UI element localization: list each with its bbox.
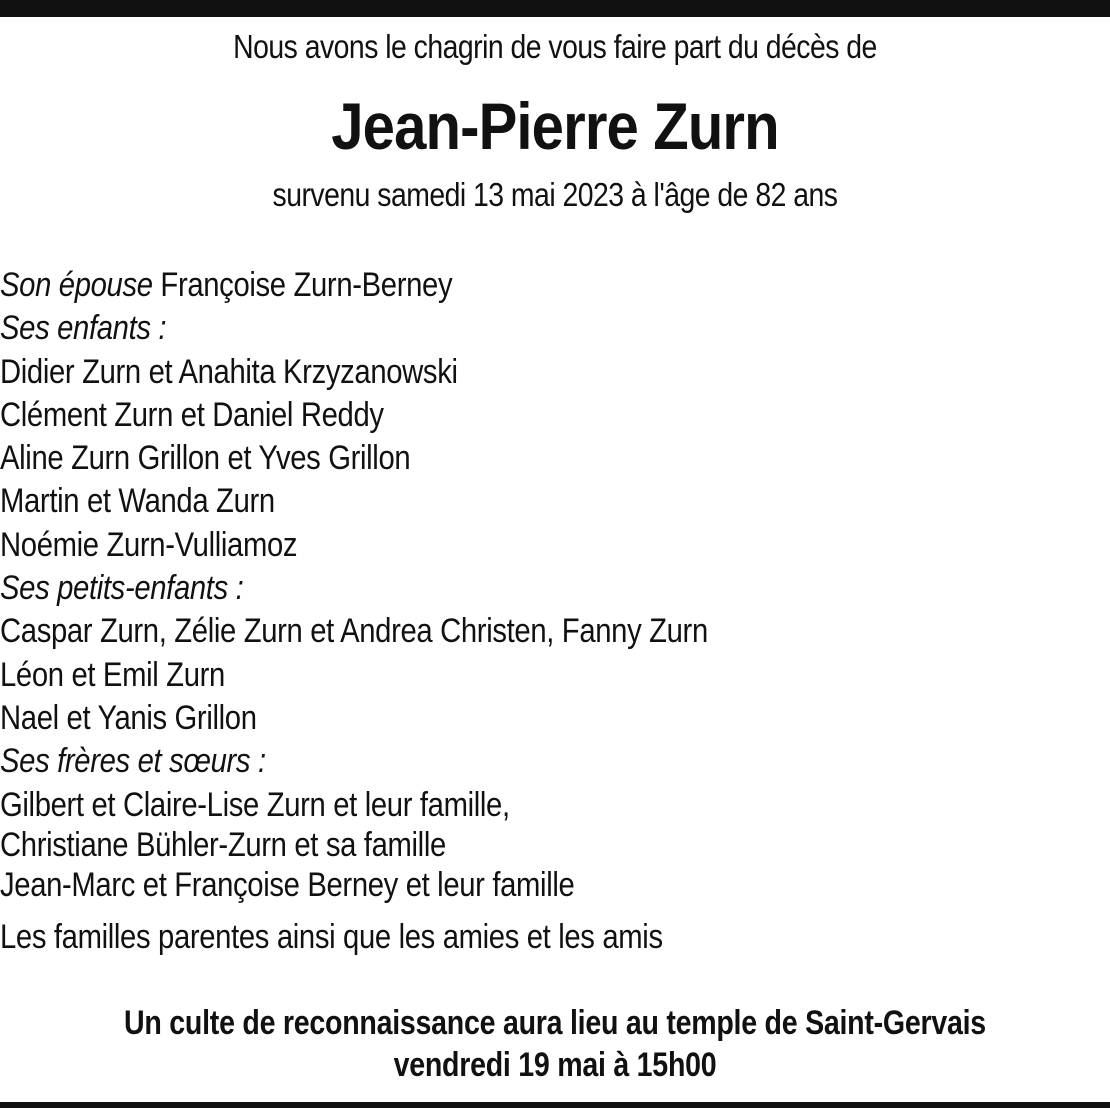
grandchild-item: Nael et Yanis Grillon: [0, 698, 257, 737]
intro-text: Nous avons le chagrin de vous faire part du décès de: [233, 28, 877, 65]
children-label: Ses enfants :: [0, 309, 167, 348]
spouse-label: Son épouse: [0, 266, 153, 304]
grandchild-item: Caspar Zurn, Zélie Zurn et Andrea Christen, Fanny Zurn: [0, 612, 708, 651]
spouse-name: Françoise Zurn-Berney: [160, 266, 453, 304]
child-item: Aline Zurn Grillon et Yves Grillon: [0, 439, 411, 478]
bottom-rule: [0, 1102, 1110, 1108]
siblings-label: Ses frères et sœurs :: [0, 742, 266, 781]
sibling-item: Jean-Marc et Françoise Berney et leur famille: [0, 865, 575, 904]
grandchildren-label: Ses petits-enfants :: [0, 569, 244, 608]
spouse-line: [0, 264, 955, 307]
child-item: Noémie Zurn-Vulliamoz: [0, 525, 298, 564]
deceased-name: Jean-Pierre Zurn: [331, 89, 779, 163]
closing-text: Les familles parentes ainsi que les amies et les amis: [0, 918, 663, 956]
death-info: survenu samedi 13 mai 2023 à l'âge de 82 ans: [272, 176, 838, 213]
family-list: [0, 264, 1110, 907]
sibling-item: Christiane Bühler-Zurn et sa famille: [0, 825, 446, 864]
child-item: Didier Zurn et Anahita Krzyzanowski: [0, 352, 458, 391]
grandchild-item: Léon et Emil Zurn: [0, 655, 225, 694]
child-item: Martin et Wanda Zurn: [0, 482, 275, 521]
top-rule: [0, 0, 1110, 17]
service-announcement: Un culte de reconnaissance aura lieu au temple de Saint-Gervais: [124, 1004, 986, 1042]
child-item: Clément Zurn et Daniel Reddy: [0, 395, 384, 434]
service-date: vendredi 19 mai à 15h00: [393, 1046, 717, 1084]
sibling-item: Gilbert et Claire-Lise Zurn et leur famille,: [0, 785, 510, 824]
